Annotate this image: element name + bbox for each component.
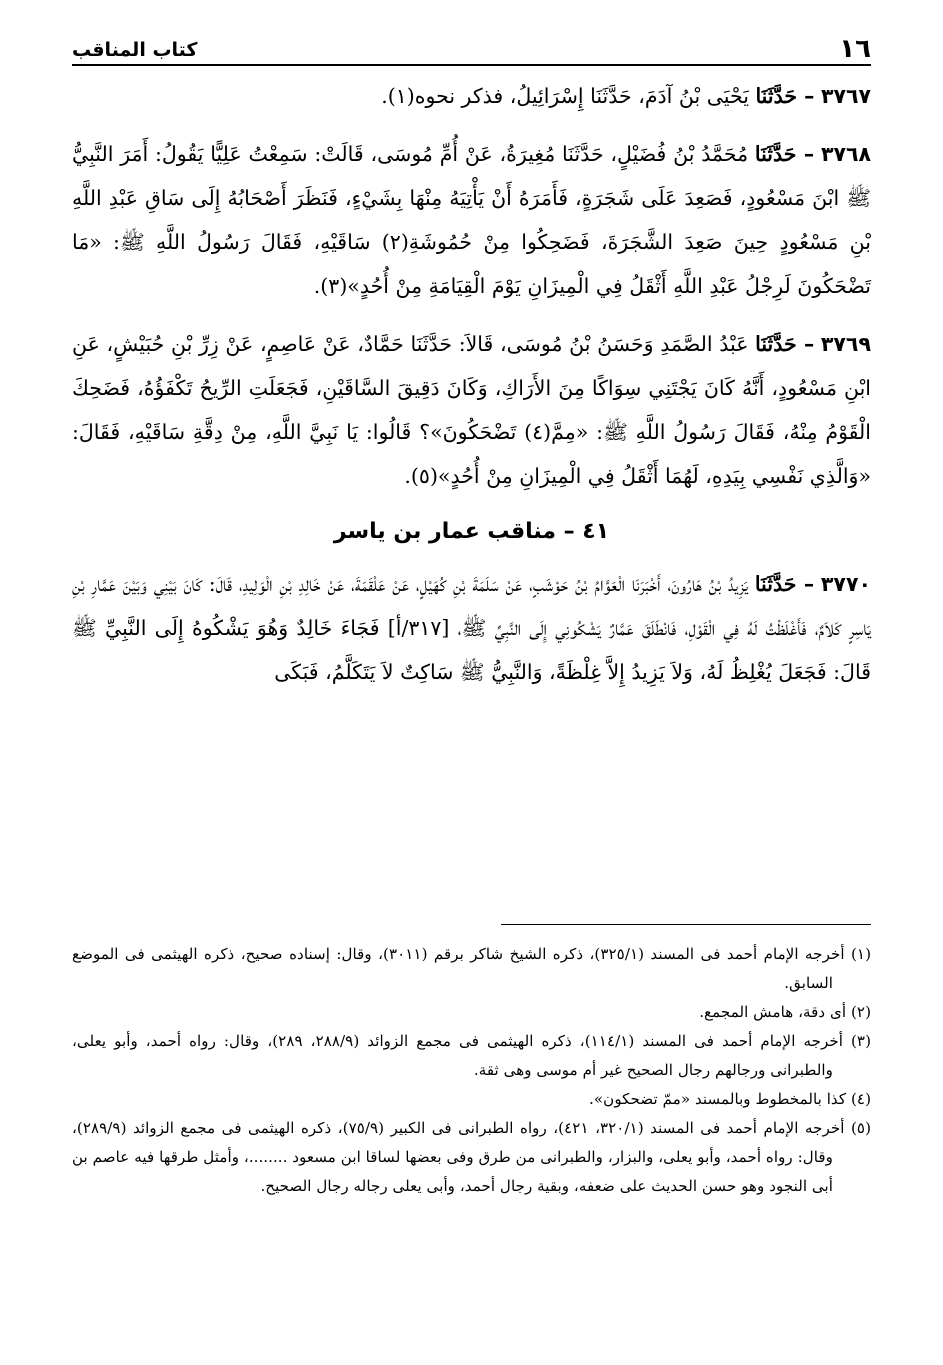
hadith-keyword: حَدَّثَنَا xyxy=(754,572,797,596)
hadith-keyword: حَدَّثَنَا xyxy=(755,332,797,356)
page-number: ١٦ xyxy=(839,34,871,64)
hadith-text: مُحَمَّدُ بْنُ فُضَيْلٍ، حَدَّثَنَا مُغِيرَةُ، عَنْ أُمِّ مُوسَى، قَالَتْ: سَمِعْتُ عَلِيًّا يَقُولُ: أَمَرَ النَّبِيُّ ﷺ ابْنَ مَسْعُودٍ، فَصَعِدَ عَلَى شَجَرَةٍ، فَأَمَرَهُ أَنْ يَأْتِيَهُ مِنْهَا بِشَيْءٍ، فَنَظَرَ أَصْحَابُهُ إِلَى سَاقِ عَبْدِ اللَّهِ بْنِ مَسْعُودٍ حِينَ صَعِدَ الشَّجَرَةَ، فَضَحِكُوا مِنْ حُمُوشَةِ(٢) سَاقَيْهِ، فَقَالَ رَسُولُ اللَّهِ ﷺ: «مَا تَضْحَكُونَ لَرِجْلُ عَبْدِ اللَّهِ أَثْقَلُ فِي الْمِيزَانِ يَوْمَ الْقِيَامَةِ مِنْ أُحُدٍ»(٣). xyxy=(72,142,871,298)
hadith-number: ٣٧٧٠ xyxy=(820,572,871,596)
hadith-text: عَبْدُ الصَّمَدِ وَحَسَنُ بْنُ مُوسَى، قَالاَ: حَدَّثَنَا حَمَّادٌ، عَنْ عَاصِمٍ، عَنْ زِرِّ بْنِ حُبَيْشٍ، عَنِ ابْنِ مَسْعُودٍ، أَنَّهُ كَانَ يَجْتَنِي سِوَاكًا مِنَ الأَرَاكِ، وَكَانَ دَقِيقَ السَّاقَيْنِ، فَجَعَلَتِ الرِّيحُ تَكْفَؤُهُ، فَضَحِكَ الْقَوْمُ مِنْهُ، فَقَالَ رَسُولُ اللَّهِ ﷺ: «مِمَّ(٤) تَضْحَكُونَ»؟ قَالُوا: يَا نَبِيَّ اللَّهِ، مِنْ دِقَّةِ سَاقَيْهِ، فَقَالَ: «وَالَّذِي نَفْسِي بِيَدِهِ، لَهُمَا أَثْقَلُ فِي الْمِيزَانِ مِنْ أُحُدٍ»(٥). xyxy=(72,332,871,488)
hadith-3768: ٣٧٦٨ – حَدَّثَنَا مُحَمَّدُ بْنُ فُضَيْلٍ، حَدَّثَنَا مُغِيرَةُ، عَنْ أُمِّ مُوسَى، قَالَتْ: سَمِعْتُ عَلِيًّا يَقُولُ: أَمَرَ النَّبِيُّ ﷺ ابْنَ مَسْعُودٍ، فَصَعِدَ عَلَى شَجَرَةٍ، فَأَمَرَهُ أَنْ يَأْتِيَهُ مِنْهَا بِشَيْءٍ، فَنَظَرَ أَصْحَابُهُ إِلَى سَاقِ عَبْدِ اللَّهِ بْنِ مَسْعُودٍ حِينَ صَعِدَ الشَّجَرَةَ، فَضَحِكُوا مِنْ حُمُوشَةِ(٢) سَاقَيْهِ، فَقَالَ رَسُولُ اللَّهِ ﷺ: «مَا تَضْحَكُونَ لَرِجْلُ عَبْدِ اللَّهِ أَثْقَلُ فِي الْمِيزَانِ يَوْمَ الْقِيَامَةِ مِنْ أُحُدٍ»(٣). xyxy=(72,142,871,298)
hadith-3770: ٣٧٧٠ – حَدَّثَنَا يَزِيدُ بْنُ هَارُونَ، أَخْبَرَنَا الْعَوَّامُ بْنُ حَوْشَبٍ، عَنْ سَلَمَةَ بْنِ كُهَيْلٍ، عَنْ عَلْقَمَةَ، عَنْ خَالِدِ بْنِ الْوَلِيدِ، قَالَ: كَانَ بَيْنِي وَبَيْنَ عَمَّارِ بْنِ يَاسِرٍ كَلاَمٌ، فَأَغْلَظْتُ لَهُ فِي الْقَوْلِ، فَانْطَلَقَ عَمَّارٌ يَشْكُونِي إِلَى النَّبِيِّ ﷺ، [٣١٧/أ] فَجَاءَ خَالِدٌ وَهُوَ يَشْكُوهُ إِلَى النَّبِيِّ ﷺ قَالَ: فَجَعَلَ يُغْلِظُ لَهُ، وَلاَ يَزِيدُ إِلاَّ غِلْظَةً، وَالنَّبِيُّ ﷺ سَاكِتٌ لاَ يَتَكَلَّمُ، فَبَكَى xyxy=(72,572,871,684)
footnotes xyxy=(72,940,871,1201)
hadith-3767: ٣٧٦٧ – حَدَّثَنَا يَحْيَى بْنُ آدَمَ، حَدَّثَنَا إِسْرَائِيلُ، فذكر نحوه(١). xyxy=(381,84,871,108)
footnote-divider xyxy=(501,924,871,925)
footnote-1: (١) أخرجه الإمام أحمد فى المسند (٣٢٥/١)، ذكره الشيخ شاكر برقم (٣٠١١)، وقال: إسناده صحيح، ذكره الهيثمى فى الموضع السابق. xyxy=(72,945,871,992)
hadith-number: ٣٧٦٩ xyxy=(820,332,871,356)
hadith-keyword: حَدَّثَنَا xyxy=(755,84,798,108)
footnote-2: (٢) أى دقة، هامش المجمع. xyxy=(699,1003,871,1021)
section-title: ٤١ – مناقب عمار بن ياسر xyxy=(333,519,610,544)
hadith-number: ٣٧٦٧ xyxy=(820,84,871,108)
main-text xyxy=(72,74,871,708)
page-header xyxy=(72,30,871,66)
hadith-3769: ٣٧٦٩ – حَدَّثَنَا عَبْدُ الصَّمَدِ وَحَسَنُ بْنُ مُوسَى، قَالاَ: حَدَّثَنَا حَمَّادٌ، عَنْ عَاصِمٍ، عَنْ زِرِّ بْنِ حُبَيْشٍ، عَنِ ابْنِ مَسْعُودٍ، أَنَّهُ كَانَ يَجْتَنِي سِوَاكًا مِنَ الأَرَاكِ، وَكَانَ دَقِيقَ السَّاقَيْنِ، فَجَعَلَتِ الرِّيحُ تَكْفَؤُهُ، فَضَحِكَ الْقَوْمُ مِنْهُ، فَقَالَ رَسُولُ اللَّهِ ﷺ: «مِمَّ(٤) تَضْحَكُونَ»؟ قَالُوا: يَا نَبِيَّ اللَّهِ، مِنْ دِقَّةِ سَاقَيْهِ، فَقَالَ: «وَالَّذِي نَفْسِي بِيَدِهِ، لَهُمَا أَثْقَلُ فِي الْمِيزَانِ مِنْ أُحُدٍ»(٥). xyxy=(72,332,871,488)
footnote-4: (٤) كذا بالمخطوط وبالمسند «ممّ تضحكون». xyxy=(589,1090,871,1108)
hadith-text: يَزِيدُ بْنُ هَارُونَ، أَخْبَرَنَا الْعَوَّامُ بْنُ حَوْشَبٍ، عَنْ سَلَمَةَ بْنِ كُهَيْلٍ، عَنْ عَلْقَمَةَ، عَنْ خَالِدِ بْنِ الْوَلِيدِ، قَالَ: كَانَ بَيْنِي وَبَيْنَ عَمَّارِ بْنِ يَاسِرٍ كَلاَمٌ، فَأَغْلَظْتُ لَهُ فِي الْقَوْلِ، فَانْطَلَقَ عَمَّارٌ يَشْكُونِي إِلَى النَّبِيِّ ﷺ، [٣١٧/أ] فَجَاءَ خَالِدٌ وَهُوَ يَشْكُوهُ إِلَى النَّبِيِّ ﷺ قَالَ: فَجَعَلَ يُغْلِظُ لَهُ، وَلاَ يَزِيدُ إِلاَّ غِلْظَةً، وَالنَّبِيُّ ﷺ سَاكِتٌ لاَ يَتَكَلَّمُ، فَبَكَى xyxy=(72,572,871,684)
footnote-5: (٥) أخرجه الإمام أحمد فى المسند (٣٢٠/١، ٤٢١)، رواه الطبرانى فى الكبير (٧٥/٩)، ذكره الهيثمى فى مجمع الزوائد (٢٨٩/٩)، وقال: رواه أحمد، وأبو يعلى، والبزار، والطبرانى من طرق وفى بعضها لساقا ابن مسعود ........، وأمثل طرقها فيه عاصم بن أبى النجود وهو حسن الحديث على ضعفه، وبقية رجال أحمد، وأبى يعلى رجاله رجال الصحيح. xyxy=(72,1119,871,1195)
book-title: كتاب المناقب xyxy=(72,39,198,61)
hadith-text: يَحْيَى بْنُ آدَمَ، حَدَّثَنَا إِسْرَائِيلُ، فذكر نحوه(١). xyxy=(381,84,749,108)
footnote-3: (٣) أخرجه الإمام أحمد فى المسند (١١٤/١)، ذكره الهيثمى فى مجمع الزوائد (٢٨٨/٩، ٢٨٩)، وقال: رواه أحمد، وأبو يعلى، والطبرانى ورجالهم رجال الصحيح غير أم موسى وهى ثقة. xyxy=(72,1032,872,1079)
hadith-keyword: حَدَّثَنَا xyxy=(754,142,797,166)
hadith-number: ٣٧٦٨ xyxy=(820,142,871,166)
